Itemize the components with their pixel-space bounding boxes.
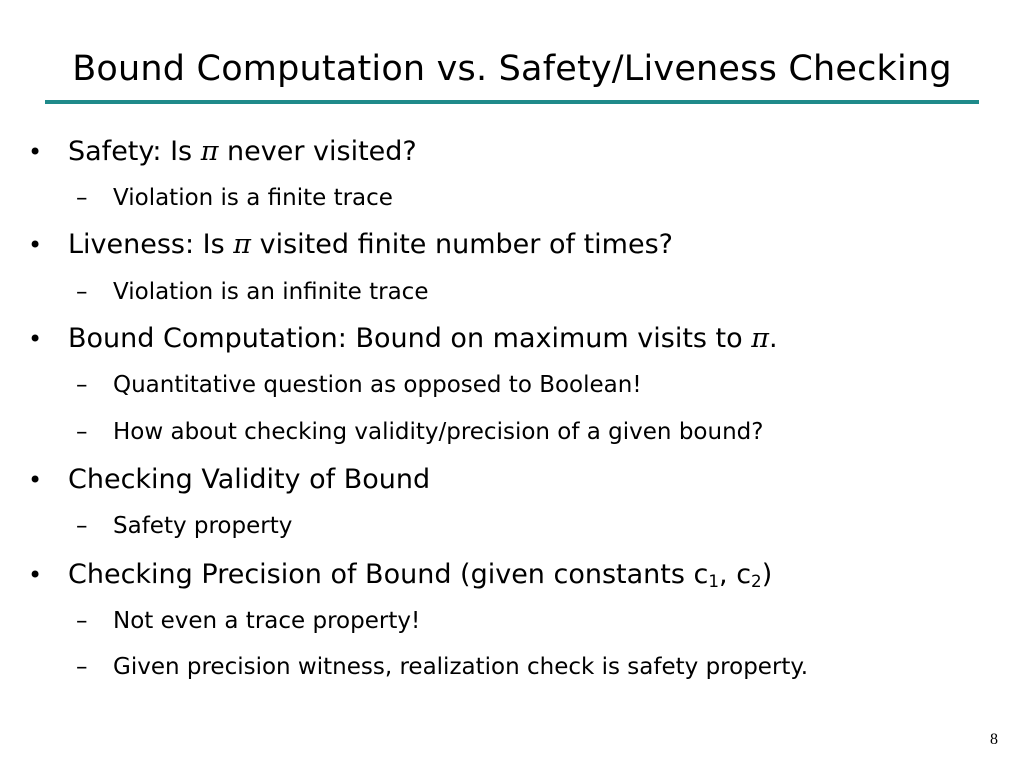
bullet-liveness — [28, 227, 673, 263]
page-number: 8 — [990, 731, 998, 748]
sub-bullet-validity-precision — [76, 416, 764, 448]
bullet-text: . — [769, 323, 778, 354]
bullet-text: , c — [719, 559, 752, 590]
sub-bullet-precision-witness — [76, 651, 809, 683]
sub-bullet-text: Given precision witness, realization check is safety property. — [113, 654, 809, 680]
bullet-text: ) — [761, 559, 773, 590]
sub-bullet-marker: – — [76, 279, 88, 305]
sub-bullet-text: Quantitative question as opposed to Boolean! — [113, 372, 642, 398]
pi-symbol: π — [233, 229, 252, 260]
subscript: 1 — [708, 571, 720, 592]
sub-bullet-text: Safety property — [113, 513, 293, 539]
bullet-checking-validity — [28, 462, 431, 498]
bullet-marker: • — [28, 466, 43, 494]
bullet-text: Checking Precision of Bound (given constants c — [68, 559, 709, 590]
pi-symbol: π — [200, 136, 219, 167]
sub-bullet-marker: – — [76, 372, 88, 398]
sub-bullet-text: Not even a trace property! — [113, 608, 421, 634]
bullet-text: Bound Computation: Bound on maximum visits to — [68, 323, 752, 354]
sub-bullet-infinite-trace — [76, 276, 429, 308]
sub-bullet-not-trace-property — [76, 605, 421, 637]
sub-bullet-marker: – — [76, 608, 88, 634]
title-underline — [45, 100, 979, 104]
subscript: 2 — [751, 571, 762, 592]
bullet-bound-computation — [28, 321, 778, 357]
bullet-checking-precision — [28, 557, 773, 593]
pi-symbol: π — [751, 323, 769, 354]
slide-title: Bound Computation vs. Safety/Liveness Checking — [72, 49, 952, 89]
sub-bullet-text: Violation is an infinite trace — [113, 279, 429, 305]
bullet-text: Liveness: Is — [68, 229, 234, 260]
bullet-marker: • — [28, 325, 43, 353]
sub-bullet-marker: – — [76, 419, 88, 445]
bullet-marker: • — [28, 231, 43, 259]
sub-bullet-marker: – — [76, 185, 88, 211]
bullet-text: never visited? — [218, 136, 417, 167]
sub-bullet-finite-trace — [76, 182, 393, 214]
sub-bullet-marker: – — [76, 654, 88, 680]
bullet-marker: • — [28, 138, 43, 166]
sub-bullet-quantitative — [76, 369, 642, 401]
sub-bullet-text: How about checking validity/precision of a given bound? — [113, 419, 764, 445]
bullet-text: visited finite number of times? — [251, 229, 673, 260]
bullet-safety — [28, 134, 417, 170]
bullet-text: Checking Validity of Bound — [68, 464, 431, 495]
bullet-text: Safety: Is — [68, 136, 201, 167]
sub-bullet-marker: – — [76, 513, 88, 539]
bullet-marker: • — [28, 561, 43, 589]
sub-bullet-safety-property — [76, 510, 293, 542]
sub-bullet-text: Violation is a finite trace — [113, 185, 393, 211]
